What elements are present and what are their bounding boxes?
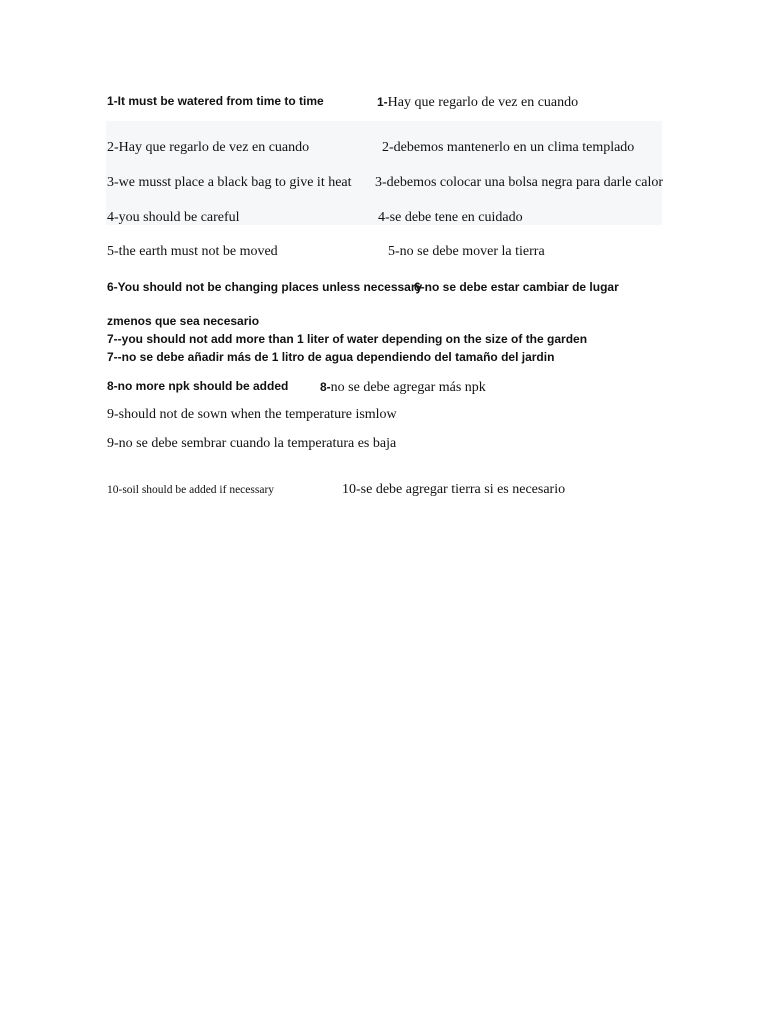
line-10-english: 10-soil should be added if necessary	[107, 484, 275, 496]
line-2-english: 2-Hay que regarlo de vez en cuando	[107, 140, 310, 155]
line-8-spanish-number: 8-	[320, 380, 331, 394]
line-1-english: 1-It must be watered from time to time	[107, 94, 324, 108]
line-4-english: 4-you should be careful	[107, 210, 240, 225]
line-6-continuation: zmenos que sea necesario	[107, 314, 260, 328]
line-9-spanish: 9-no se debe sembrar cuando la temperatura es baja	[107, 436, 397, 451]
line-5-spanish: 5-no se debe mover la tierra	[388, 244, 545, 259]
line-9-english: 9-should not de sown when the temperature ismlow	[107, 407, 397, 422]
line-7-spanish: 7--no se debe añadir más de 1 litro de agua dependiendo del tamaño del jardin	[107, 350, 555, 364]
line-1-spanish	[377, 94, 578, 110]
line-1-spanish-text: Hay que regarlo de vez en cuando	[387, 95, 579, 110]
line-8-english: 8-no more npk should be added	[107, 379, 289, 393]
line-8-spanish	[320, 379, 486, 395]
line-6-spanish: 6-no se debe estar cambiar de lugar	[414, 280, 619, 294]
line-4-spanish: 4-se debe tene en cuidado	[378, 210, 523, 225]
line-3-english: 3-we musst place a black bag to give it heat	[107, 175, 352, 190]
line-7-english: 7--you should not add more than 1 liter of water depending on the size of the garden	[107, 332, 588, 346]
line-1-spanish-number: 1-	[377, 95, 388, 109]
line-5-english: 5-the earth must not be moved	[107, 244, 278, 259]
line-10-spanish: 10-se debe agregar tierra si es necesario	[342, 482, 566, 497]
line-8-spanish-text: no se debe agregar más npk	[330, 380, 486, 395]
line-3-spanish: 3-debemos colocar una bolsa negra para darle calor	[375, 175, 664, 190]
line-2-spanish: 2-debemos mantenerlo en un clima templado	[382, 140, 635, 155]
line-6-english: 6-You should not be changing places unless necessary	[107, 280, 423, 294]
